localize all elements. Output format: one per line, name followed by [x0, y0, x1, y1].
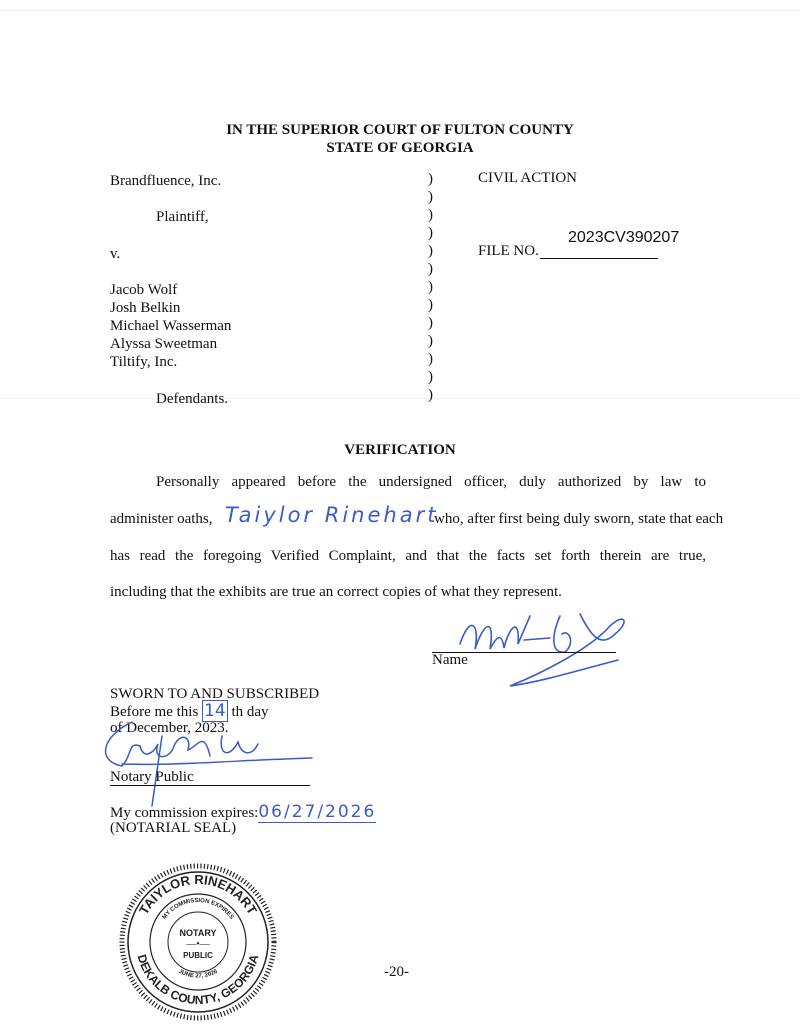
defendant-name: Alyssa Sweetman [110, 336, 218, 352]
defendant-name: Tiltify, Inc. [110, 354, 178, 370]
court-title-line2: STATE OF GEORGIA [326, 140, 474, 156]
notary-seal [118, 862, 278, 1022]
before-prefix: Before me this [110, 704, 199, 720]
seal-graphic [118, 862, 278, 1022]
handwritten-affiant-name: Taiylor Rinehart [225, 503, 439, 527]
scan-artifact [0, 398, 800, 399]
verification-line2-suffix: who, after first being duly sworn, state that each [434, 511, 724, 527]
paren: ) [428, 315, 433, 331]
page-number: -20- [384, 964, 409, 980]
paren: ) [428, 387, 433, 403]
signature-scribble [440, 604, 640, 690]
of-month: of December, 2023. [110, 720, 229, 736]
signature-name-label: Name [432, 652, 468, 668]
defendant-name: Jacob Wolf [110, 282, 178, 298]
verification-line3: has read the foregoing Verified Complaint, and that the facts set forth therein are true, [110, 548, 706, 564]
defendant-name: Josh Belkin [110, 300, 181, 316]
verification-line2-prefix: administer oaths, [110, 511, 213, 527]
paren: ) [428, 279, 433, 295]
civil-action: CIVIL ACTION [478, 170, 578, 186]
seal-bottom-arc-text: DEKALB COUNTY, GEORGIA [134, 952, 262, 1008]
sworn-statement: SWORN TO AND SUBSCRIBED [110, 686, 320, 702]
paren: ) [428, 243, 433, 259]
plaintiff-name: Brandfluence, Inc. [110, 173, 222, 189]
paren: ) [428, 225, 433, 241]
scan-artifact [0, 10, 800, 11]
notarial-seal-label: (NOTARIAL SEAL) [110, 820, 237, 836]
court-title-line1: IN THE SUPERIOR COURT OF FULTON COUNTY [226, 122, 574, 138]
paren: ) [428, 333, 433, 349]
file-no-line [540, 258, 658, 259]
paren: ) [428, 351, 433, 367]
verification-line4: including that the exhibits are true an correct copies of what they represent. [110, 584, 562, 600]
paren: ) [428, 297, 433, 313]
commission-line [110, 802, 377, 822]
handwritten-commission-date: 06/27/2026 [258, 802, 377, 822]
defendants-list [110, 281, 231, 371]
verification-title: VERIFICATION [344, 442, 456, 458]
paren: ) [428, 171, 433, 187]
notary-public-label: Notary Public [110, 770, 310, 786]
commission-prefix: My commission expires: [110, 805, 259, 821]
before-suffix: th day [231, 704, 269, 720]
paren: ) [428, 261, 433, 277]
file-no-value: 2023CV390207 [568, 229, 680, 246]
seal-divider: —•— [186, 939, 210, 950]
seal-center-bottom: PUBLIC [183, 951, 213, 960]
seal-date-text: JUNE 27, 2026 [177, 968, 219, 980]
versus: v. [110, 246, 121, 262]
file-no-label: FILE NO. [478, 243, 539, 259]
handwritten-day: 14 [204, 701, 226, 721]
defendant-name: Michael Wasserman [110, 318, 232, 334]
seal-inner-arc-text: MY COMMISSION EXPIRES [161, 897, 235, 921]
paren: ) [428, 207, 433, 223]
defendants-role: Defendants. [156, 391, 229, 407]
caption-parentheses [428, 170, 433, 404]
verification-line1: Personally appeared before the undersigned officer, duly authorized by law to [156, 474, 706, 490]
court-title [0, 121, 800, 157]
seal-center-top: NOTARY [179, 928, 217, 938]
paren: ) [428, 369, 433, 385]
notary-signature-scribble [92, 716, 322, 808]
plaintiff-role: Plaintiff, [156, 209, 209, 225]
seal-top-arc-text: TAIYLOR RINEHART [135, 871, 260, 918]
paren: ) [428, 189, 433, 205]
